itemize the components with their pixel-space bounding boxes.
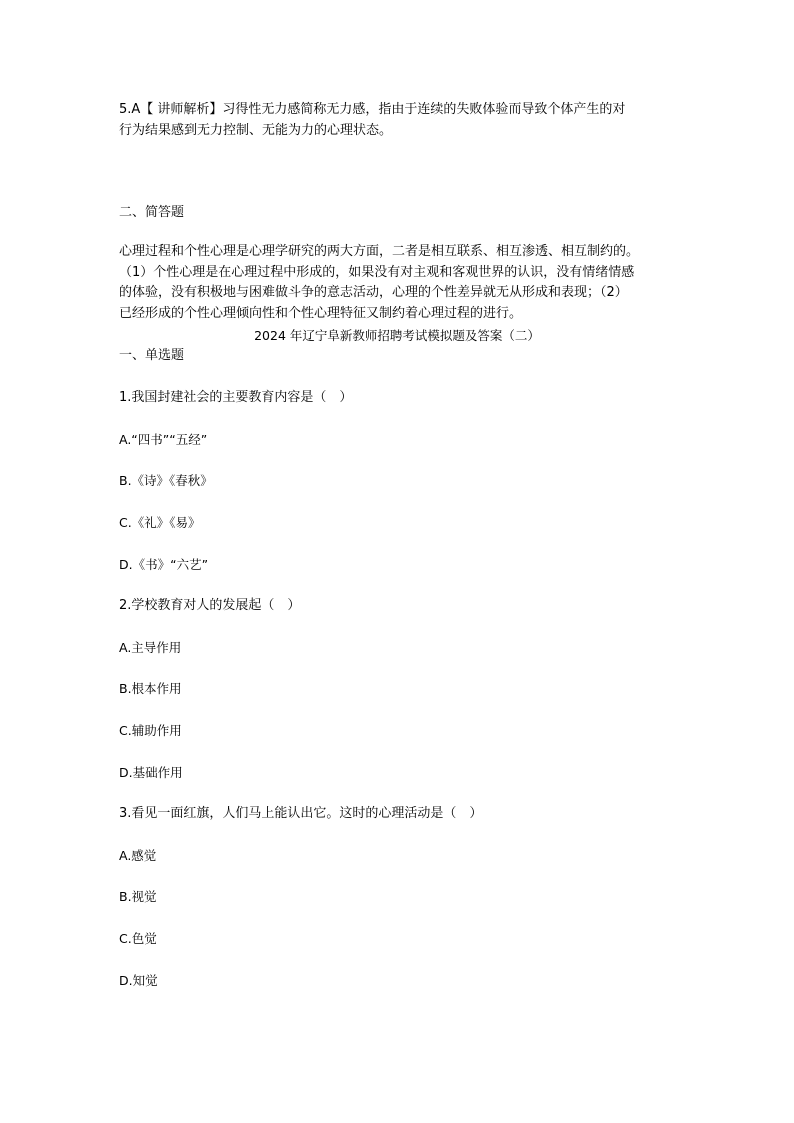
question-2-option-d: D.基础作用 xyxy=(119,765,183,780)
question-3-option-b: B.视觉 xyxy=(119,889,157,904)
question-2-option-a: A.主导作用 xyxy=(119,640,182,655)
question-2-option-b: B.根本作用 xyxy=(119,681,182,696)
answer-explanation-line-1: 5.A【 讲师解析】习得性无力感简称无力感，指由于连续的失败体验而导致个体产生的对 xyxy=(119,102,626,117)
short-answer-line-1: 心理过程和个性心理是心理学研究的两大方面，二者是相互联系、相互渗透、相互制约的。 xyxy=(119,244,640,259)
answer-explanation-line-2: 行为结果感到无力控制、无能为力的心理状态。 xyxy=(119,122,393,138)
section-heading-single-choice: 一、单选题 xyxy=(119,348,185,363)
question-2-stem: 2.学校教育对人的发展起（ ） xyxy=(119,598,301,613)
section-heading-short-answer: 二、简答题 xyxy=(119,205,185,220)
question-1-option-d: D.《书》“六艺” xyxy=(119,557,209,572)
exam-title: 2024 年辽宁阜新教师招聘考试模拟题及答案（二） xyxy=(254,328,540,343)
question-3-option-c: C.色觉 xyxy=(119,931,157,946)
answer-explanation xyxy=(119,100,679,141)
short-answer-line-3: 的体验，没有积极地与困难做斗争的意志活动，心理的个性差异就无从形成和表现；（2） xyxy=(119,285,628,300)
short-answer-line-4: 已经形成的个性心理倾向性和个性心理特征又制约着心理过程的进行。 xyxy=(119,305,523,321)
question-3-stem: 3.看见一面红旗，人们马上能认出它。这时的心理活动是（ ） xyxy=(119,806,483,821)
question-1-option-b: B.《诗》《春秋》 xyxy=(119,473,213,488)
question-1-option-c: C.《礼》《易》 xyxy=(119,515,201,530)
question-3-option-d: D.知觉 xyxy=(119,973,158,988)
question-2-option-c: C.辅助作用 xyxy=(119,723,182,738)
question-1-stem: 1.我国封建社会的主要教育内容是（ ） xyxy=(119,390,353,405)
question-3-option-a: A.感觉 xyxy=(119,848,157,863)
short-answer-paragraph xyxy=(119,242,679,324)
short-answer-line-2: （1）个性心理是在心理过程中形成的，如果没有对主观和客观世界的认识，没有情绪情感 xyxy=(119,264,635,280)
question-1-option-a: A.“四书”“五经” xyxy=(119,432,208,447)
